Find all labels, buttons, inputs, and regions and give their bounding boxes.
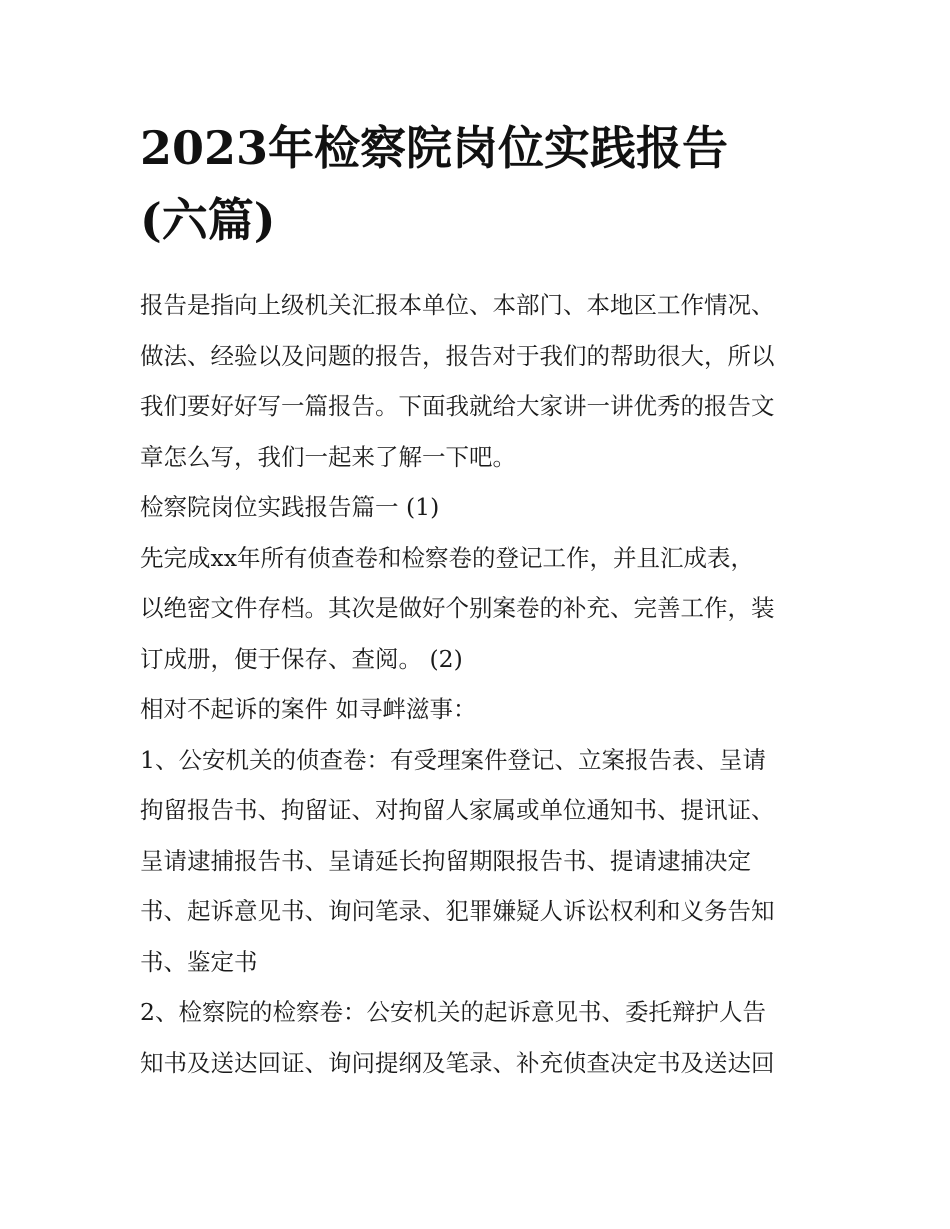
text-line: 知书及送达回证、询问提纲及笔录、补充侦查决定书及送达回 (140, 1048, 775, 1077)
document-body (140, 280, 816, 1088)
list-item (140, 735, 816, 988)
text-line: 2、检察院的检察卷：公安机关的起诉意见书、委托辩护人告 (140, 998, 766, 1026)
text-line: 以绝密文件存档。其次是做好个别案卷的补充、完善工作，装 (140, 594, 775, 622)
body-paragraph (140, 533, 816, 685)
text-line: 做法、经验以及问题的报告，报告对于我们的帮助很大，所以 (140, 341, 775, 370)
text-line: 报告是指向上级机关汇报本单位、本部门、本地区工作情况、 (140, 291, 775, 319)
text-line: 我们要好好写一篇报告。下面我就给大家讲一讲优秀的报告文 (140, 392, 775, 420)
body-paragraph (140, 684, 816, 735)
text-line: 拘留报告书、拘留证、对拘留人家属或单位通知书、提讯证、 (140, 796, 775, 824)
text-line: 相对不起诉的案件 如寻衅滋事： (140, 695, 477, 723)
list-item (140, 987, 816, 1088)
text-line: 先完成xx年所有侦查卷和检察卷的登记工作，并且汇成表， (140, 543, 755, 572)
text-line: 章怎么写，我们一起来了解一下吧。 (140, 442, 516, 471)
section-heading (140, 482, 816, 533)
intro-paragraph (140, 280, 816, 482)
text-line: 检察院岗位实践报告篇一 (1) (140, 493, 440, 521)
text-line: 1、公安机关的侦查卷：有受理案件登记、立案报告表、呈请 (140, 745, 766, 774)
text-line: 订成册，便于保存、查阅。 (2) (140, 644, 463, 673)
text-line: 书、起诉意见书、询问笔录、犯罪嫌疑人诉讼权利和义务告知 (140, 897, 775, 925)
title-line: 2023年检察院岗位实践报告 (140, 121, 729, 175)
document-title (140, 112, 820, 256)
text-line: 呈请逮捕报告书、呈请延长拘留期限报告书、提请逮捕决定 (140, 846, 751, 875)
title-line: (六篇) (140, 193, 276, 247)
text-line: 书、鉴定书 (140, 947, 258, 976)
